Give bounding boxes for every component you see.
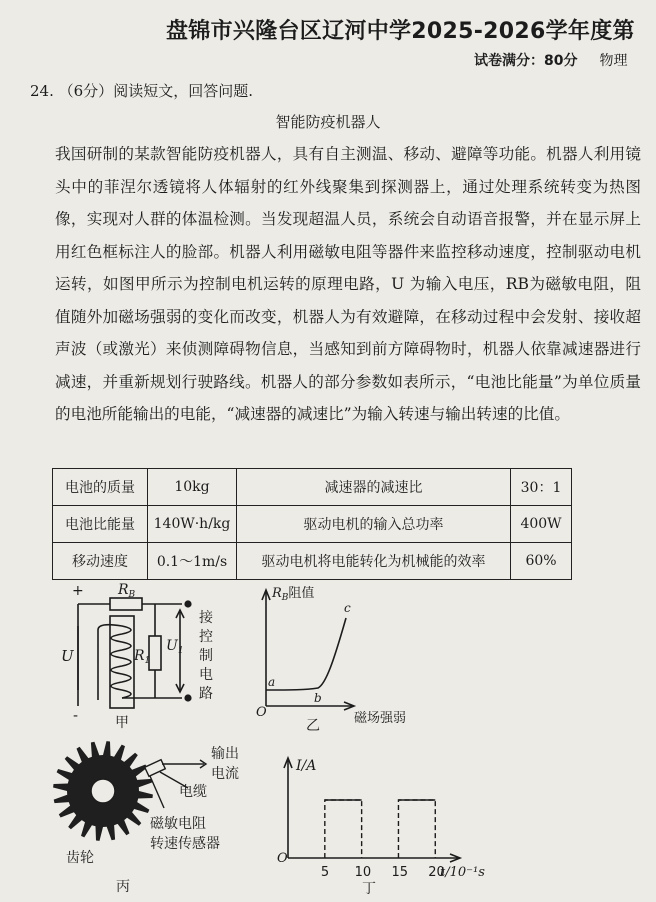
svg-text:制: 制 <box>199 648 213 664</box>
pulse <box>325 800 362 858</box>
table-cell: 10kg <box>148 469 237 506</box>
sensor-label-1: 磁敏电阻 <box>150 816 206 832</box>
article-paragraph: 我国研制的某款智能防疫机器人，具有自主测温、移动、避障等功能。机器人利用镜头中的菲涅尔透镜将人体辐射的红外线聚集到探测器上，通过处理系统转变为热图像，实现对人群的体温检测。当发现超温人员，系统会自动语音报警，并在显示屏上用红色框标注人的脸部。机器人利用磁敏电阻等器件来监控移动速度，控制驱动电机运转，如图甲所示为控制电机运转的原理电路，U 为输入电压，RB为磁敏电阻，阻值随外加磁场强弱的变化而改变，机器人为有效避障，在移动过程中会发射、接收超声波（或激光）来侦测障碍物信息，当感知到前方障碍物时，机器人依靠减速器进行减速，并重新规划行驶路线。机器人的部分参数如表所示，“电池比能量”为单位质量的电池所能输出的电能，“减速器的减速比”为输入转速与输出转速的比值。 <box>55 145 641 423</box>
pulse-series <box>325 800 435 858</box>
label-u1: $U_1$ <box>166 638 184 656</box>
tick-label: 20 <box>428 865 445 880</box>
point-b: b <box>314 691 322 705</box>
cable-label: 电缆 <box>179 784 207 800</box>
pulse <box>398 800 435 858</box>
table-cell: 400W <box>511 506 572 543</box>
origin-label: O <box>277 851 288 866</box>
article-title: 智能防疫机器人 <box>275 113 381 131</box>
table-cell: 移动速度 <box>53 543 148 580</box>
point-c: c <box>344 601 351 615</box>
gear-label: 齿轮 <box>66 850 94 866</box>
table-cell: 140W·h/kg <box>148 506 237 543</box>
table-cell: 0.1～1m/s <box>148 543 237 580</box>
origin-label: O <box>256 705 267 720</box>
y-axis-label: I/A <box>296 758 317 774</box>
label-u: U <box>61 647 74 665</box>
svg-text:控: 控 <box>199 629 213 645</box>
svg-text:接: 接 <box>199 610 213 626</box>
y-axis-label: $R_B$阻值 <box>272 586 315 603</box>
table-cell: 60% <box>511 543 572 580</box>
tick-label: 15 <box>391 865 409 880</box>
label-r1: $R_1$ <box>134 648 151 666</box>
caption-jia: 甲 <box>115 715 129 731</box>
minus-sign: - <box>73 708 79 724</box>
plus-sign: + <box>72 583 84 599</box>
table-cell: 驱动电机的输入总功率 <box>237 506 511 543</box>
tick-label: 10 <box>354 865 372 880</box>
table-cell: 驱动电机将电能转化为机械能的效率 <box>237 543 511 580</box>
exam-title: 盘锦市兴隆台区辽河中学2025-2026学年度第 <box>166 19 635 44</box>
caption-bing: 丙 <box>116 879 130 895</box>
x-axis-label: 磁场强弱 <box>354 711 407 726</box>
caption-ding: 丁 <box>362 881 376 897</box>
svg-text:路: 路 <box>199 686 213 702</box>
table-cell: 电池比能量 <box>53 506 148 543</box>
label-rb: $R_B$ <box>118 582 136 600</box>
subject: 物理 <box>599 53 628 69</box>
point-a: a <box>268 675 276 689</box>
question-points: （6分） <box>58 82 114 100</box>
x-ticks <box>321 865 445 880</box>
caption-yi: 乙 <box>306 718 320 734</box>
table-cell: 30：1 <box>511 469 572 506</box>
question-instruction: 阅读短文，回答问题. <box>113 82 253 100</box>
sensor-label-2: 转速传感器 <box>150 836 220 852</box>
tick-label: 5 <box>320 865 330 880</box>
table-cell: 减速器的减速比 <box>237 469 511 506</box>
full-score: 试卷满分：80分 <box>474 53 578 69</box>
svg-text:电: 电 <box>199 667 213 683</box>
table-cell: 电池的质量 <box>53 469 148 506</box>
x-axis-label: t/10⁻¹s <box>440 865 485 880</box>
output-label-1: 输出 <box>211 746 239 762</box>
output-label-2: 电流 <box>211 766 239 782</box>
question-number: 24. <box>30 82 54 100</box>
